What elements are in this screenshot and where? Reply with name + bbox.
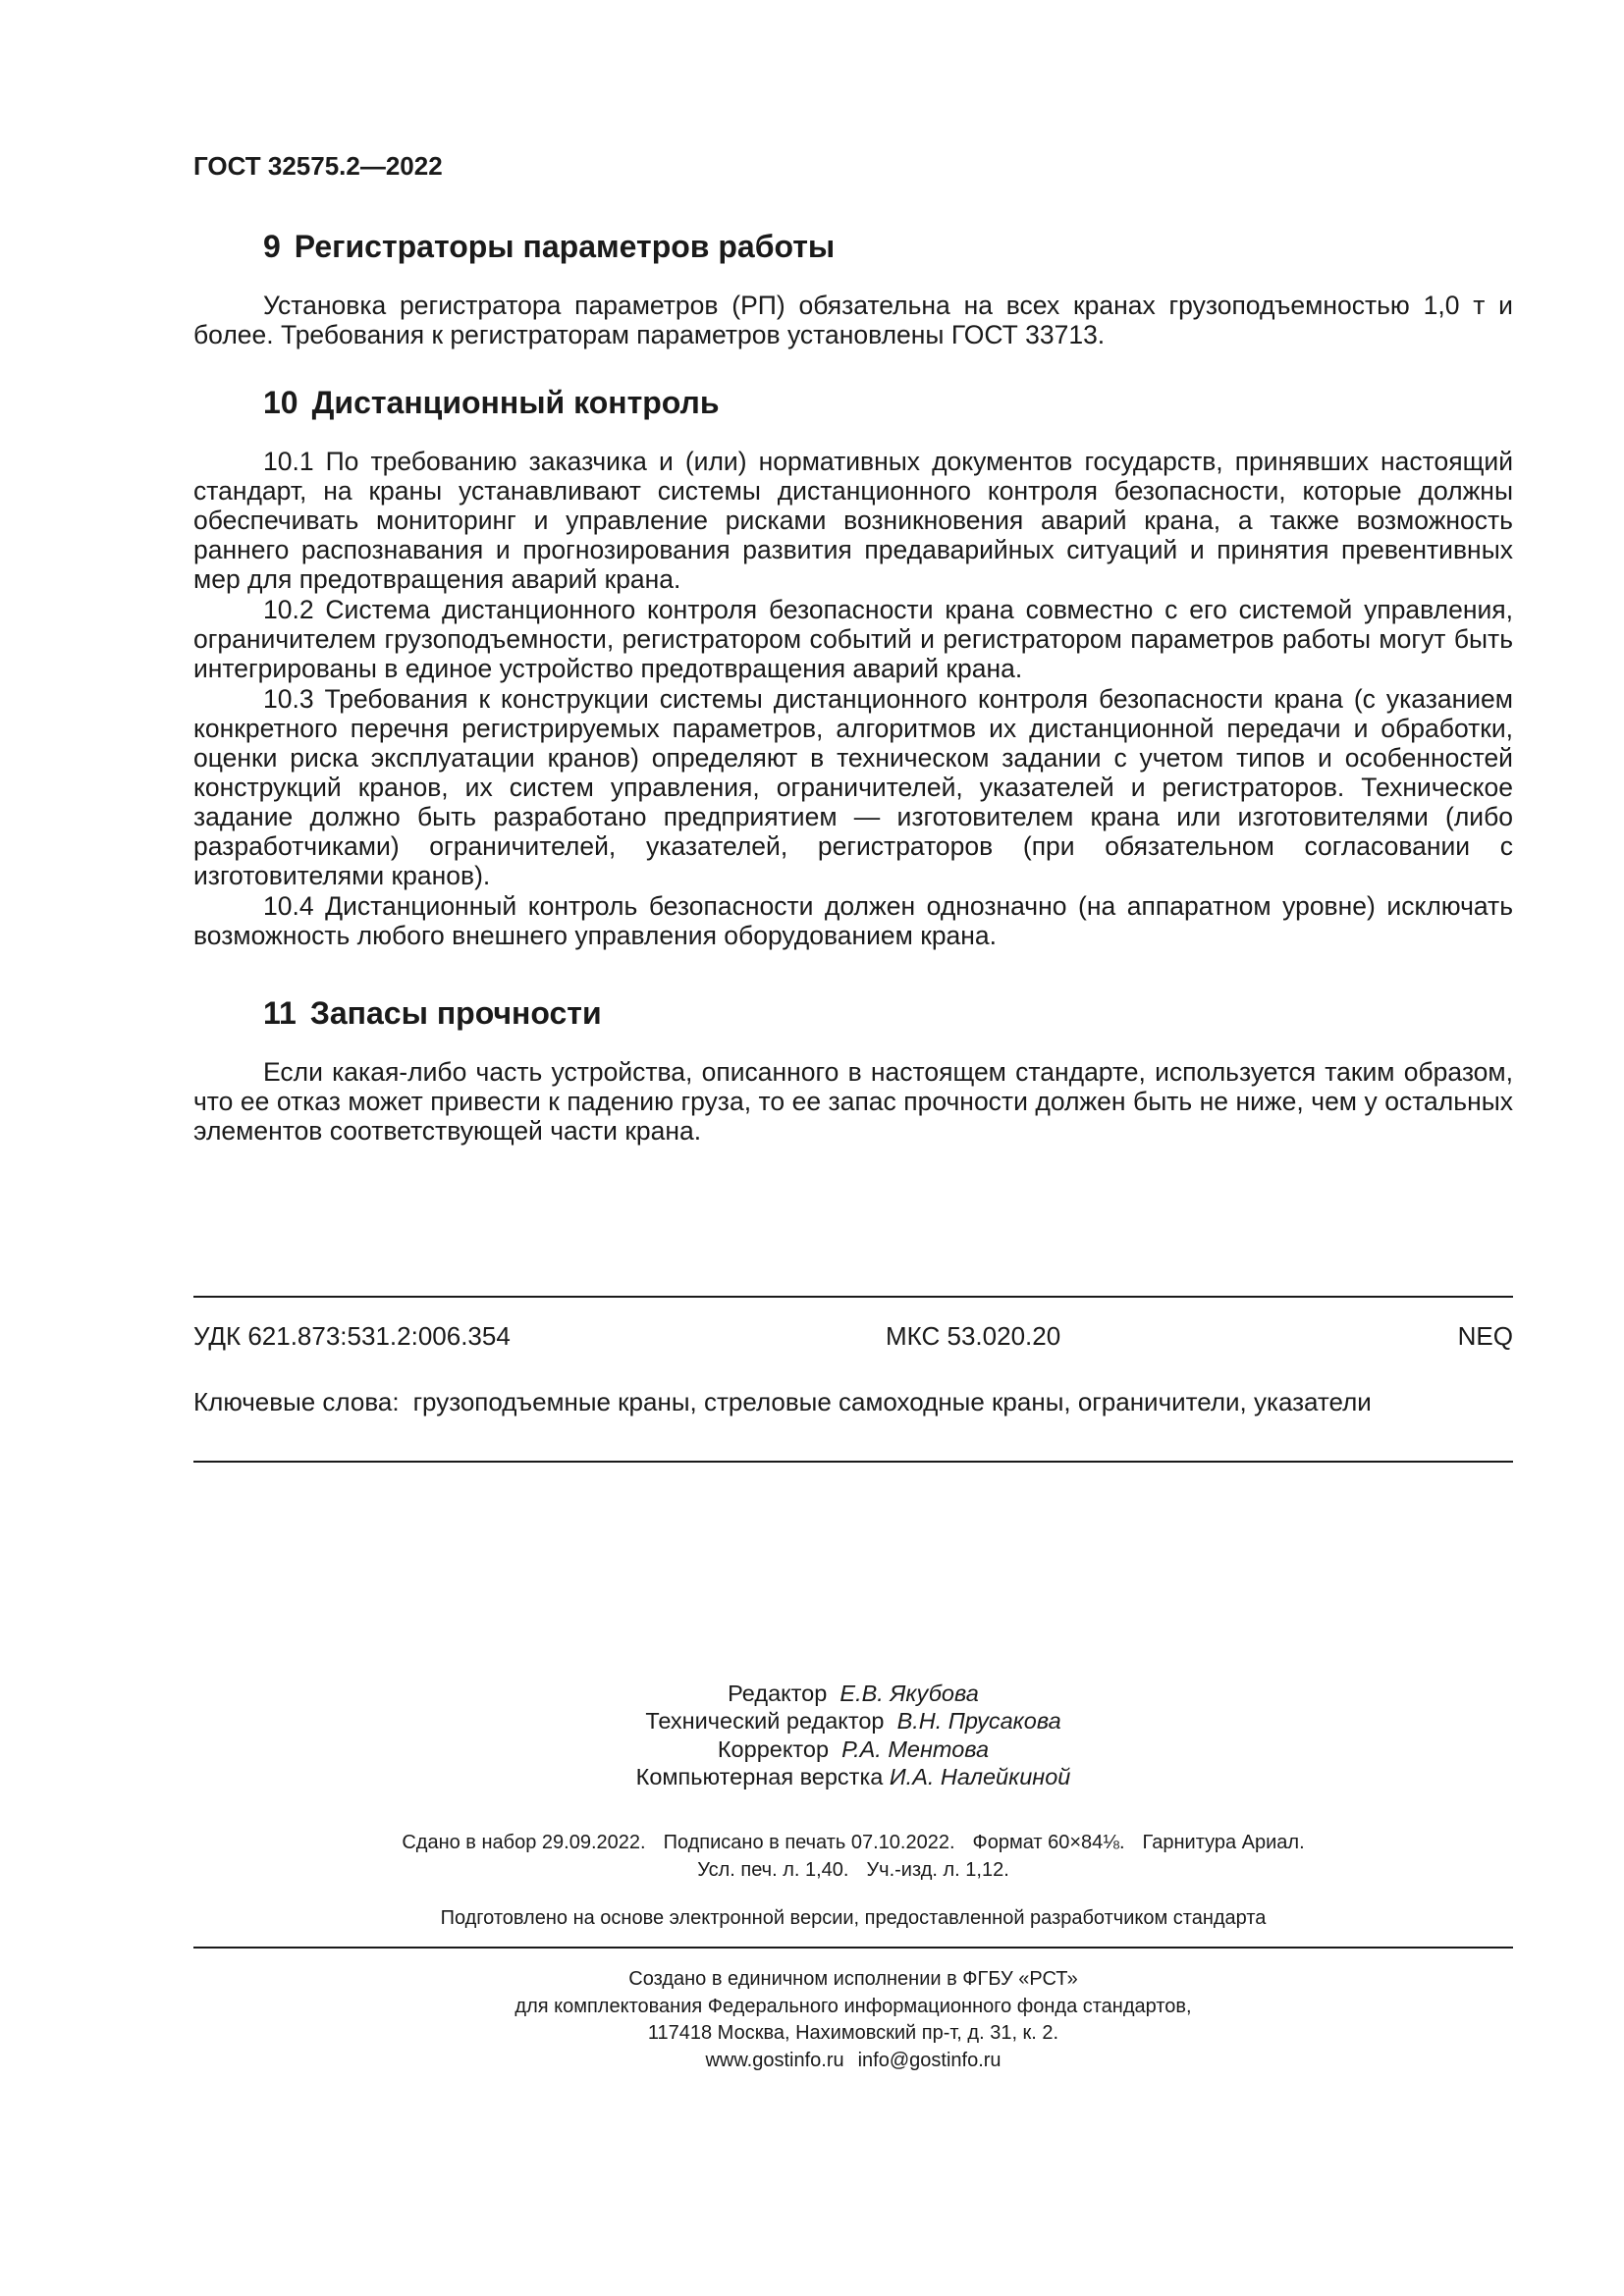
credit-editor [193, 1680, 1513, 1707]
imprint-line-1 [193, 1829, 1513, 1856]
credit-name: Е.В. Якубова [839, 1681, 979, 1706]
imprint-typeset: Сдано в набор 29.09.2022. [402, 1832, 646, 1853]
created-note [193, 1966, 1513, 2074]
divider [193, 1461, 1513, 1463]
credit-name: В.Н. Прусакова [896, 1708, 1061, 1735]
divider [193, 1947, 1513, 1949]
created-line-1: Создано в единичном исполнении в ФГБУ «РСТ» [628, 1968, 1078, 1990]
paragraph-10-4: 10.4 Дистанционный контроль безопасности должен однозначно (на аппаратном уровне) исключать возможность любого внешнего управления оборудованием крана. [193, 891, 1513, 950]
credit-role: Корректор [717, 1735, 830, 1762]
credit-name: Р.А. Ментова [841, 1735, 990, 1762]
imprint-print-sheets: Усл. печ. л. 1,40. [697, 1859, 849, 1881]
credits [193, 1680, 1513, 1790]
imprint-publisher-sheets: Уч.-изд. л. 1,12. [866, 1859, 1009, 1881]
credit-role: Компьютерная верстка [635, 1763, 884, 1789]
section-title: Регистраторы параметров работы [294, 229, 836, 264]
keywords-text: грузоподъемные краны, стреловые самоходные краны, ограничители, указатели [412, 1387, 1372, 1416]
created-contacts [193, 2048, 1513, 2075]
section-title: Запасы прочности [309, 995, 602, 1031]
created-line-3: 117418 Москва, Нахимовский пр-т, д. 31, к. 2. [647, 2022, 1059, 2044]
paragraph-10-3: 10.3 Требования к конструкции системы дистанционного контроля безопасности крана (с указанием конкретного перечня регистрируемых параметров, алгоритмов их дистанционной передачи и обработки, оценки риска эксплуатации кранов) определяют в техническом задании с учетом типов и особенностей конструкций кранов, их систем управления, ограничителей, указателей и регистраторов. Техническое задание должно быть разработано предприятием — изготовителем крана или изготовителями (либо разработчиками) ограничителей, указателей, регистраторов (при обязательном согласовании с изготовителями кранов). [193, 684, 1513, 890]
imprint-format: Формат 60×84⅛. [972, 1832, 1125, 1853]
mks-code: МКС 53.020.20 [886, 1321, 1061, 1351]
paragraph-10-1: 10.1 По требованию заказчика и (или) нормативных документов государств, принявших настоящий стандарт, на краны устанавливают системы дистанционного контроля безопасности, которые должны обеспечивать мониторинг и управление рисками возникновения аварий крана, а также возможность раннего распознавания и прогнозирования развития предаварийных ситуаций и принятия превентивных мер для предотвращения аварий крана. [193, 447, 1513, 594]
credit-role: Редактор [728, 1681, 828, 1706]
paragraph-10-2: 10.2 Система дистанционного контроля безопасности крана совместно с его системой управления, ограничителем грузоподъемности, регистратором событий и регистратором параметров работы могут быть интегрированы в единое устройство предотвращения аварий крана. [193, 595, 1513, 683]
section-number: 9 [263, 229, 281, 264]
imprint-signed: Подписано в печать 07.10.2022. [663, 1832, 955, 1853]
email-link[interactable]: info@gostinfo.ru [857, 2049, 1001, 2071]
section-11-heading [263, 995, 602, 1032]
imprint-typeface: Гарнитура Ариал. [1142, 1832, 1305, 1853]
credit-role: Технический редактор [645, 1708, 885, 1735]
section-9-heading [263, 229, 835, 265]
keywords-label: Ключевые слова: [193, 1387, 400, 1416]
credit-name: И.А. Налейкиной [889, 1763, 1071, 1789]
website-link[interactable]: www.gostinfo.ru [705, 2049, 844, 2071]
udk-code: УДК 621.873:531.2:006.354 [193, 1321, 511, 1351]
credit-proofreader [193, 1735, 1513, 1763]
imprint [193, 1829, 1513, 1884]
section-title: Дистанционный контроль [311, 385, 720, 420]
keywords [193, 1387, 1372, 1417]
imprint-line-2 [193, 1856, 1513, 1884]
divider [193, 1296, 1513, 1298]
equivalence-degree: NEQ [1457, 1321, 1513, 1351]
standard-designation: ГОСТ 32575.2—2022 [193, 151, 443, 181]
section-number: 11 [263, 995, 297, 1031]
credit-layout [193, 1763, 1513, 1790]
paragraph: Если какая-либо часть устройства, описанного в настоящем стандарте, используется таким образом, что ее отказ может привести к падению груза, то ее запас прочности должен быть не ниже, чем у остальных элементов соответствующей части крана. [193, 1057, 1513, 1146]
created-line-2: для комплектования Федерального информационного фонда стандартов, [514, 1995, 1192, 2017]
section-number: 10 [263, 385, 298, 420]
credit-tech-editor [193, 1707, 1513, 1735]
paragraph: Установка регистратора параметров (РП) обязательна на всех кранах грузоподъемностью 1,0 т и более. Требования к регистраторам параметров установлены ГОСТ 33713. [193, 291, 1513, 349]
section-10-heading [263, 385, 720, 421]
prepared-note: Подготовлено на основе электронной версии, предоставленной разработчиком стандарта [440, 1907, 1267, 1929]
